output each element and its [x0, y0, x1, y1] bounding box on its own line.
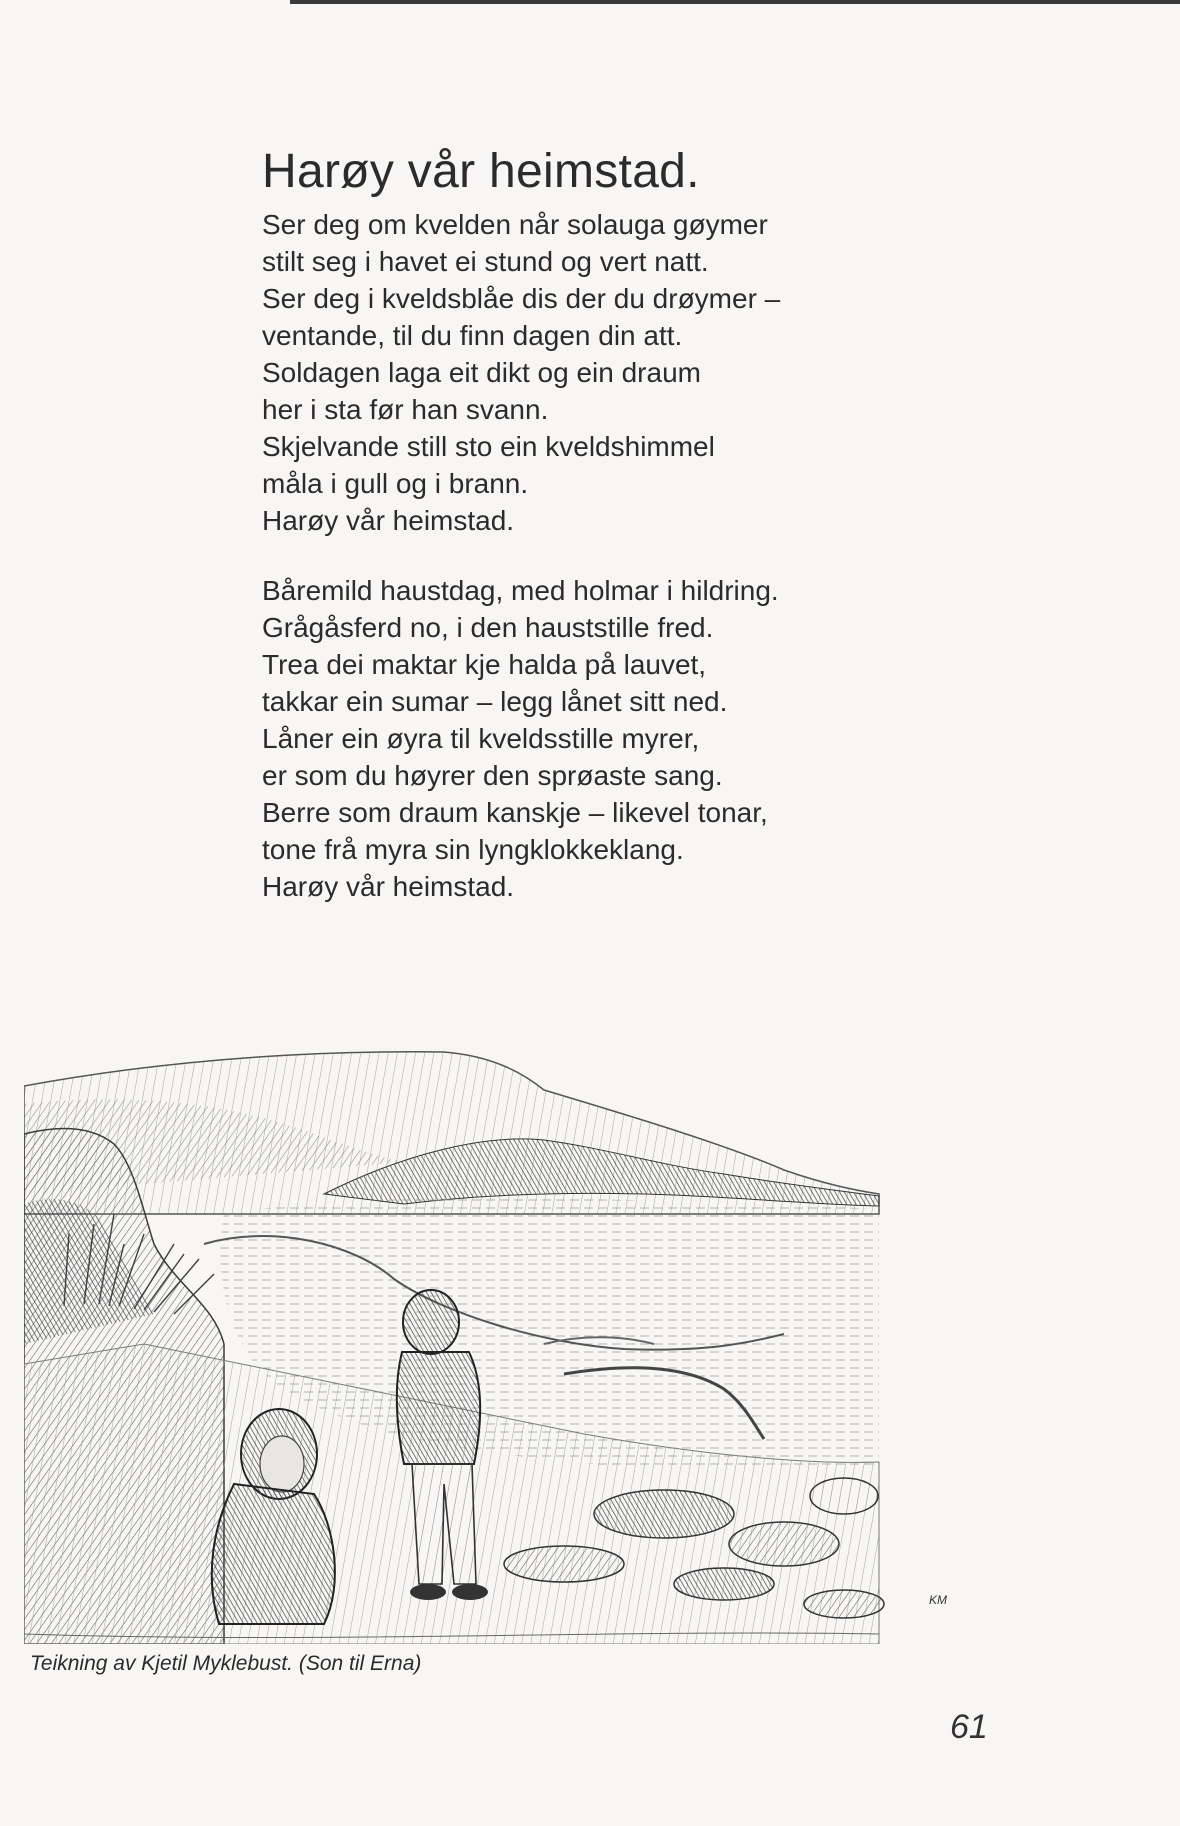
poem-line: Båremild haustdag, med holmar i hildring.: [262, 575, 779, 606]
top-border-line: [290, 0, 1180, 4]
poem-stanza-2: [262, 572, 779, 905]
poem-refrain: Harøy vår heimstad.: [262, 871, 515, 902]
poem-line: Ser deg om kvelden når solauga gøymer: [262, 209, 768, 240]
poem-line: stilt seg i havet ei stund og vert natt.: [262, 246, 709, 277]
poem-line: Grågåsferd no, i den hauststille fred.: [262, 612, 714, 643]
poem-refrain: Harøy vår heimstad.: [262, 505, 515, 536]
poem-line: Ser deg i kveldsblåe dis der du drøymer –: [262, 283, 781, 314]
poem-line: er som du høyrer den sprøaste sang.: [262, 760, 723, 791]
poem-line: takkar ein sumar – legg lånet sitt ned.: [262, 686, 728, 717]
shore-drawing-illustration: [24, 1044, 999, 1644]
poem-line: Trea dei maktar kje halda på lauvet,: [262, 649, 707, 680]
poem-stanza-1: [262, 206, 780, 539]
poem-line: Berre som draum kanskje – likevel tonar,: [262, 797, 768, 828]
illustration-caption: Teikning av Kjetil Myklebust. (Son til Erna): [30, 1652, 422, 1675]
page-number: 61: [950, 1708, 988, 1746]
poem-line: Skjelvande still sto ein kveldshimmel: [262, 431, 715, 462]
poem-line: ventande, til du finn dagen din att.: [262, 320, 683, 351]
artist-signature: KM: [929, 1593, 947, 1607]
poem-title: Harøy vår heimstad.: [262, 145, 700, 198]
poem-line: Låner ein øyra til kveldsstille myrer,: [262, 723, 700, 754]
poem-line: tone frå myra sin lyngklokkeklang.: [262, 834, 684, 865]
poem-line: her i sta før han svann.: [262, 394, 549, 425]
poem-line: måla i gull og i brann.: [262, 468, 529, 499]
poem-line: Soldagen laga eit dikt og ein draum: [262, 357, 701, 388]
